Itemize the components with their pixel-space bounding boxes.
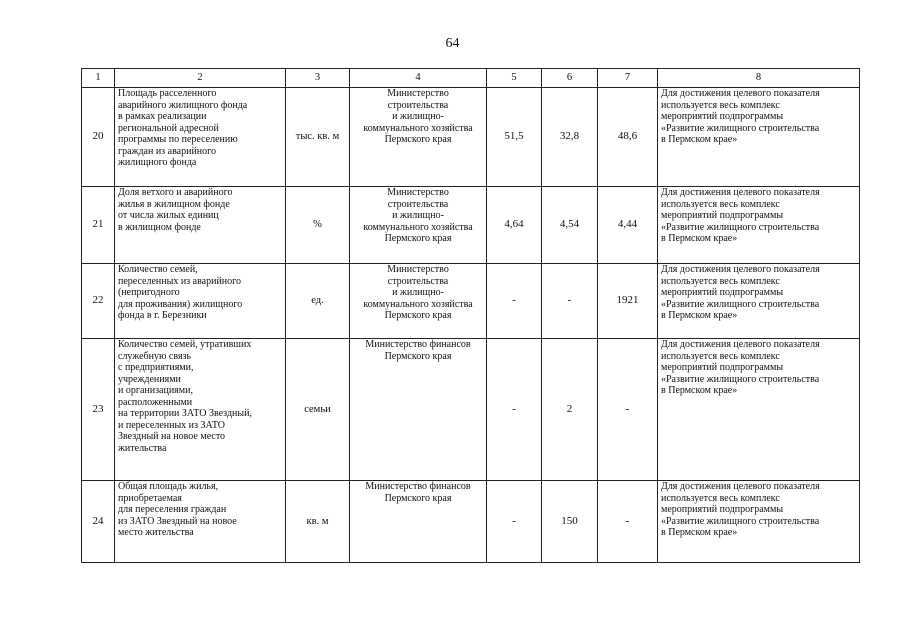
unit-cell: семьи [286, 339, 350, 481]
value-col-5: - [487, 264, 542, 339]
unit-cell: % [286, 187, 350, 264]
header-row [82, 69, 860, 88]
row-number: 20 [82, 88, 115, 187]
note-cell: Для достижения целевого показателя используется весь комплекс мероприятий подпрограммы «Развитие жилищного строительства в Пермском крае» [658, 481, 860, 563]
unit-cell: ед. [286, 264, 350, 339]
value-col-5: - [487, 339, 542, 481]
header-col-7: 7 [598, 69, 658, 88]
value-col-6: 4,54 [542, 187, 598, 264]
row-number: 23 [82, 339, 115, 481]
note-cell: Для достижения целевого показателя используется весь комплекс мероприятий подпрограммы «Развитие жилищного строительства в Пермском крае» [658, 187, 860, 264]
header-col-1: 1 [82, 69, 115, 88]
header-col-3: 3 [286, 69, 350, 88]
indicator-name: Площадь расселенного аварийного жилищного фонда в рамках реализации региональной адресной программы по переселению граждан из аварийного жилищного фонда [115, 88, 286, 187]
value-col-5: - [487, 481, 542, 563]
value-col-7: - [598, 481, 658, 563]
indicator-name: Количество семей, переселенных из аварийного (непригодного для проживания) жилищного фонда в г. Березники [115, 264, 286, 339]
table-row [82, 339, 860, 481]
value-col-6: - [542, 264, 598, 339]
value-col-5: 4,64 [487, 187, 542, 264]
unit-cell: кв. м [286, 481, 350, 563]
header-col-5: 5 [487, 69, 542, 88]
row-number: 22 [82, 264, 115, 339]
indicator-name: Доля ветхого и аварийного жилья в жилищном фонде от числа жилых единиц в жилищном фонде [115, 187, 286, 264]
table-row [82, 187, 860, 264]
note-cell: Для достижения целевого показателя используется весь комплекс мероприятий подпрограммы «Развитие жилищного строительства в Пермском крае» [658, 88, 860, 187]
value-col-7: 1921 [598, 264, 658, 339]
responsible-cell: Министерство финансов Пермского края [350, 339, 487, 481]
row-number: 24 [82, 481, 115, 563]
page-number: 64 [445, 36, 460, 51]
value-col-5: 51,5 [487, 88, 542, 187]
header-col-6: 6 [542, 69, 598, 88]
value-col-6: 2 [542, 339, 598, 481]
indicator-name: Общая площадь жилья, приобретаемая для переселения граждан из ЗАТО Звездный на новое место жительства [115, 481, 286, 563]
indicators-table [81, 68, 860, 563]
note-cell: Для достижения целевого показателя используется весь комплекс мероприятий подпрограммы «Развитие жилищного строительства в Пермском крае» [658, 264, 860, 339]
table-row [82, 88, 860, 187]
responsible-cell: Министерство строительства и жилищно- коммунального хозяйства Пермского края [350, 264, 487, 339]
table-row [82, 264, 860, 339]
unit-cell: тыс. кв. м [286, 88, 350, 187]
header-col-8: 8 [658, 69, 860, 88]
responsible-cell: Министерство финансов Пермского края [350, 481, 487, 563]
indicator-name: Количество семей, утративших служебную связь с предприятиями, учреждениями и организациями, расположенными на территории ЗАТО Звездный, и переселенных из ЗАТО Звездный на новое место жительства [115, 339, 286, 481]
value-col-6: 150 [542, 481, 598, 563]
note-cell: Для достижения целевого показателя используется весь комплекс мероприятий подпрограммы «Развитие жилищного строительства в Пермском крае» [658, 339, 860, 481]
value-col-6: 32,8 [542, 88, 598, 187]
header-col-2: 2 [115, 69, 286, 88]
table-row [82, 481, 860, 563]
responsible-cell: Министерство строительства и жилищно- коммунального хозяйства Пермского края [350, 187, 487, 264]
responsible-cell: Министерство строительства и жилищно- коммунального хозяйства Пермского края [350, 88, 487, 187]
value-col-7: - [598, 339, 658, 481]
header-col-4: 4 [350, 69, 487, 88]
value-col-7: 4,44 [598, 187, 658, 264]
value-col-7: 48,6 [598, 88, 658, 187]
row-number: 21 [82, 187, 115, 264]
